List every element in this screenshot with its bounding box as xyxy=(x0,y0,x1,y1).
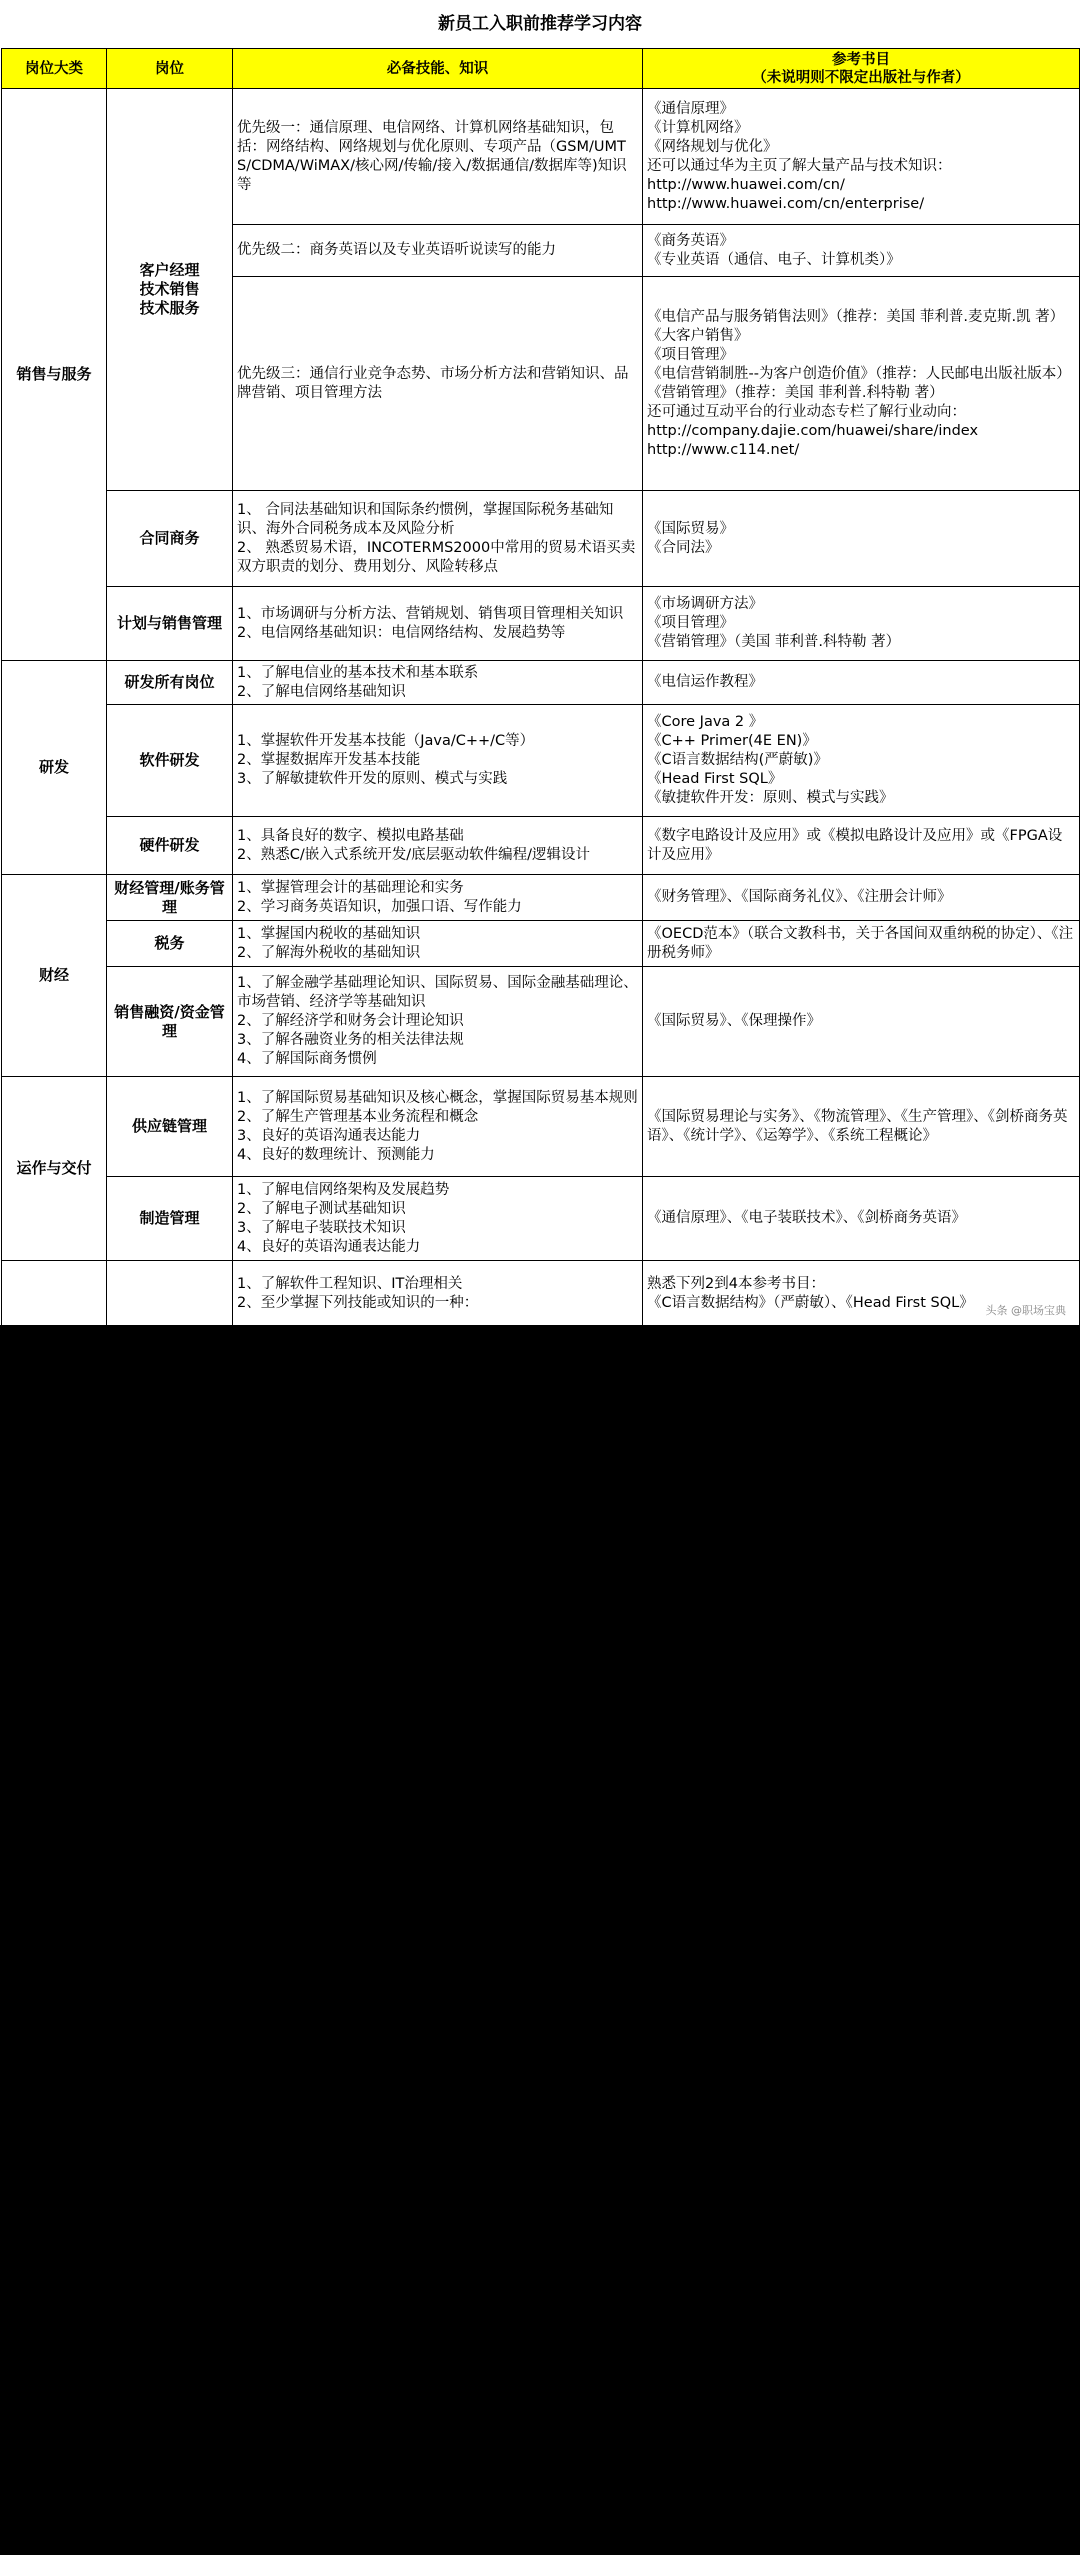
book-link[interactable]: http://www.huawei.com/cn/enterprise/ xyxy=(647,195,925,212)
skills-cell xyxy=(233,817,643,875)
book-line: 《项目管理》 xyxy=(647,615,734,631)
skill-line: 1、了解软件工程知识、IT治理相关 xyxy=(237,1276,463,1292)
category-cell: 销售与服务 xyxy=(2,89,107,661)
books-cell xyxy=(643,661,1080,705)
table-row xyxy=(2,967,1080,1077)
table-row xyxy=(2,817,1080,875)
book-line: 《数字电路设计及应用》或《模拟电路设计及应用》或《FPGA设计及应用》 xyxy=(647,827,1063,863)
skill-line: 2、熟悉C/嵌入式系统开发/底层驱动软件编程/逻辑设计 xyxy=(237,846,591,863)
header-category: 岗位大类 xyxy=(2,49,107,89)
book-line: 《国际贸易》、《保理操作》 xyxy=(647,1013,821,1029)
skill-line: 1、 合同法基础知识和国际条约惯例，掌握国际税务基础知识、海外合同税务成本及风险分析 xyxy=(237,501,614,537)
category-cell: 财经 xyxy=(2,875,107,1077)
book-line: 还可通过互动平台的行业动态专栏了解行业动向： xyxy=(647,403,966,420)
book-link[interactable]: http://www.c114.net/ xyxy=(647,441,800,458)
header-books-title: 参考书目 xyxy=(832,50,890,68)
skill-line: 优先级一：通信原理、电信网络、计算机网络基础知识，包括：网络结构、网络规划与优化原则、专项产品（GSM/UMTS/CDMA/WiMAX/核心网/传输/接入/数据通信/数据库等)知识等 xyxy=(237,119,627,193)
books-cell xyxy=(643,277,1080,491)
books-cell xyxy=(643,225,1080,277)
book-line: 《项目管理》 xyxy=(647,346,734,363)
table-row xyxy=(2,921,1080,967)
skill-line: 4、良好的数理统计、预测能力 xyxy=(237,1146,435,1163)
book-line: 《营销管理》（推荐：美国 菲利普.科特勒 著） xyxy=(647,384,944,401)
recommendation-table xyxy=(1,48,1080,1325)
skill-line: 3、了解电子装联技术知识 xyxy=(237,1219,406,1236)
books-cell xyxy=(643,491,1080,587)
skill-line: 1、掌握管理会计的基础理论和实务 xyxy=(237,879,464,896)
skills-cell xyxy=(233,587,643,661)
table-row xyxy=(2,705,1080,817)
skills-cell xyxy=(233,921,643,967)
table-row xyxy=(2,587,1080,661)
sheet-title: 新员工入职前推荐学习内容 xyxy=(438,14,642,34)
book-line: 《国际贸易理论与实务》、《物流管理》、《生产管理》、《剑桥商务英语》、《统计学》、《运筹学》、《系统工程概论》 xyxy=(647,1108,1068,1144)
skill-line: 3、了解各融资业务的相关法律法规 xyxy=(237,1032,464,1048)
position-cell: 销售融资/资金管理 xyxy=(107,967,233,1077)
watermark: 头条 @职场宝典 xyxy=(985,1304,1066,1317)
book-line: 《Core Java 2 》 xyxy=(647,714,764,730)
book-line: 《财务管理》、《国际商务礼仪》、《注册会计师》 xyxy=(647,889,952,905)
skill-line: 1、了解国际贸易基础知识及核心概念，掌握国际贸易基本规则 xyxy=(237,1089,638,1106)
header-position: 岗位 xyxy=(107,49,233,89)
book-line: 《电信产品与服务销售法则》（推荐：美国 菲利普.麦克斯.凯 著） xyxy=(647,308,1065,325)
skill-line: 1、了解金融学基础理论知识、国际贸易、国际金融基础理论、市场营销、经济学等基础知识 xyxy=(237,975,638,1010)
book-line: 《C语言数据结构(严蔚敏)》 xyxy=(647,752,828,768)
table-row xyxy=(2,1177,1080,1261)
book-line: 《C语言数据结构》（严蔚敏）、《Head First SQL》 xyxy=(647,1295,974,1311)
header-skills: 必备技能、知识 xyxy=(233,49,643,89)
book-line: 《通信原理》、《电子装联技术》、《剑桥商务英语》 xyxy=(647,1210,966,1226)
book-line: 《专业英语（通信、电子、计算机类）》 xyxy=(647,251,901,268)
book-line: 《合同法》 xyxy=(647,539,720,556)
position-cell: 计划与销售管理 xyxy=(107,587,233,661)
position-cell: 硬件研发 xyxy=(107,817,233,875)
books-cell xyxy=(643,1177,1080,1261)
book-link[interactable]: http://www.huawei.com/cn/ xyxy=(647,176,845,193)
book-line: 《敏捷软件开发：原则、模式与实践》 xyxy=(647,790,894,806)
books-cell xyxy=(643,921,1080,967)
position-label: 客户经理 技术销售 技术服务 xyxy=(139,261,200,317)
skill-line: 2、了解电子测试基础知识 xyxy=(237,1200,406,1217)
position-cell: 研发所有岗位 xyxy=(107,661,233,705)
category-cell: 研发 xyxy=(2,661,107,875)
skills-cell xyxy=(233,875,643,921)
book-line: 《国际贸易》 xyxy=(647,520,734,537)
skills-cell xyxy=(233,277,643,491)
table-row xyxy=(2,1261,1080,1326)
skills-cell xyxy=(233,705,643,817)
book-line: 《Head First SQL》 xyxy=(647,771,783,787)
books-cell xyxy=(643,89,1080,225)
position-cell: 软件研发 xyxy=(107,705,233,817)
book-line: 《市场调研方法》 xyxy=(647,596,763,612)
skills-cell xyxy=(233,1077,643,1177)
book-line: 《电信营销制胜--为客户创造价值》（推荐：人民邮电出版社版本） xyxy=(647,365,1071,382)
books-cell xyxy=(643,1077,1080,1177)
books-cell xyxy=(643,967,1080,1077)
skill-line: 3、良好的英语沟通表达能力 xyxy=(237,1127,421,1144)
header-books-note: （未说明则不限定出版社与作者） xyxy=(752,68,970,86)
skills-cell xyxy=(233,661,643,705)
book-line: 《大客户销售》 xyxy=(647,327,749,344)
books-cell xyxy=(643,705,1080,817)
skill-line: 2、 熟悉贸易术语，INCOTERMS2000中常用的贸易术语买卖双方职责的划分、费用划分、风险转移点 xyxy=(237,539,636,575)
header-books xyxy=(643,49,1080,89)
skill-line: 1、具备良好的数字、模拟电路基础 xyxy=(237,827,464,844)
book-line: 《OECD范本》（联合文教科书，关于各国间双重纳税的协定）、《注册税务师》 xyxy=(647,925,1074,961)
skill-line: 1、掌握国内税收的基础知识 xyxy=(237,925,421,942)
book-line: 《网络规划与优化》 xyxy=(647,138,778,155)
book-line: 《营销管理》（美国 菲利普.科特勒 著） xyxy=(647,634,901,650)
header-row xyxy=(2,49,1080,89)
book-line: 《C++ Primer(4E EN)》 xyxy=(647,733,817,749)
book-link[interactable]: http://company.dajie.com/huawei/share/index xyxy=(647,422,979,439)
table-row xyxy=(2,1077,1080,1177)
book-line: 《通信原理》 xyxy=(647,100,734,117)
table-row xyxy=(2,89,1080,225)
skills-cell xyxy=(233,1261,643,1326)
position-cell xyxy=(107,89,233,491)
skill-line: 2、至少掌握下列技能或知识的一种： xyxy=(237,1295,479,1311)
skill-line: 2、了解海外税收的基础知识 xyxy=(237,944,421,961)
skill-line: 优先级三：通信行业竞争态势、市场分析方法和营销知识、品牌营销、项目管理方法 xyxy=(237,365,629,401)
book-line: 《计算机网络》 xyxy=(647,119,749,136)
book-line: 熟悉下列2到4本参考书目： xyxy=(647,1276,825,1292)
table-row xyxy=(2,661,1080,705)
position-cell: 制造管理 xyxy=(107,1177,233,1261)
position-cell: 合同商务 xyxy=(107,491,233,587)
books-cell xyxy=(643,875,1080,921)
book-line: 《电信运作教程》 xyxy=(647,674,763,690)
skill-line: 2、掌握数据库开发基本技能 xyxy=(237,752,421,768)
skill-line: 3、了解敏捷软件开发的原则、模式与实践 xyxy=(237,771,508,787)
book-line: 还可以通过华为主页了解大量产品与技术知识： xyxy=(647,157,952,174)
skill-line: 1、了解电信网络架构及发展趋势 xyxy=(237,1181,450,1198)
position-cell: 财经管理/账务管理 xyxy=(107,875,233,921)
position-cell: 税务 xyxy=(107,921,233,967)
skills-cell xyxy=(233,491,643,587)
category-cell xyxy=(2,1261,107,1326)
skill-line: 1、了解电信业的基本技术和基本联系 xyxy=(237,664,479,681)
skill-line: 2、了解生产管理基本业务流程和概念 xyxy=(237,1108,479,1125)
books-cell xyxy=(643,817,1080,875)
skill-line: 4、良好的英语沟通表达能力 xyxy=(237,1238,421,1255)
category-cell: 运作与交付 xyxy=(2,1077,107,1261)
skill-line: 1、市场调研与分析方法、营销规划、销售项目管理相关知识 xyxy=(237,605,624,622)
skill-line: 优先级二：商务英语以及专业英语听说读写的能力 xyxy=(237,242,556,258)
skill-line: 2、学习商务英语知识，加强口语、写作能力 xyxy=(237,898,522,915)
skills-cell xyxy=(233,1177,643,1261)
skill-line: 4、了解国际商务惯例 xyxy=(237,1051,377,1067)
book-line: 《商务英语》 xyxy=(647,232,734,249)
skill-line: 2、了解经济学和财务会计理论知识 xyxy=(237,1013,464,1029)
position-cell xyxy=(107,1261,233,1326)
skill-line: 2、了解电信网络基础知识 xyxy=(237,683,406,700)
skills-cell xyxy=(233,89,643,225)
skills-cell xyxy=(233,225,643,277)
skill-line: 1、掌握软件开发基本技能（Java/C++/C等） xyxy=(237,733,535,749)
position-cell: 供应链管理 xyxy=(107,1077,233,1177)
books-cell xyxy=(643,587,1080,661)
table-row xyxy=(2,875,1080,921)
table-row xyxy=(2,491,1080,587)
skill-line: 2、电信网络基础知识：电信网络结构、发展趋势等 xyxy=(237,624,566,641)
skills-cell xyxy=(233,967,643,1077)
